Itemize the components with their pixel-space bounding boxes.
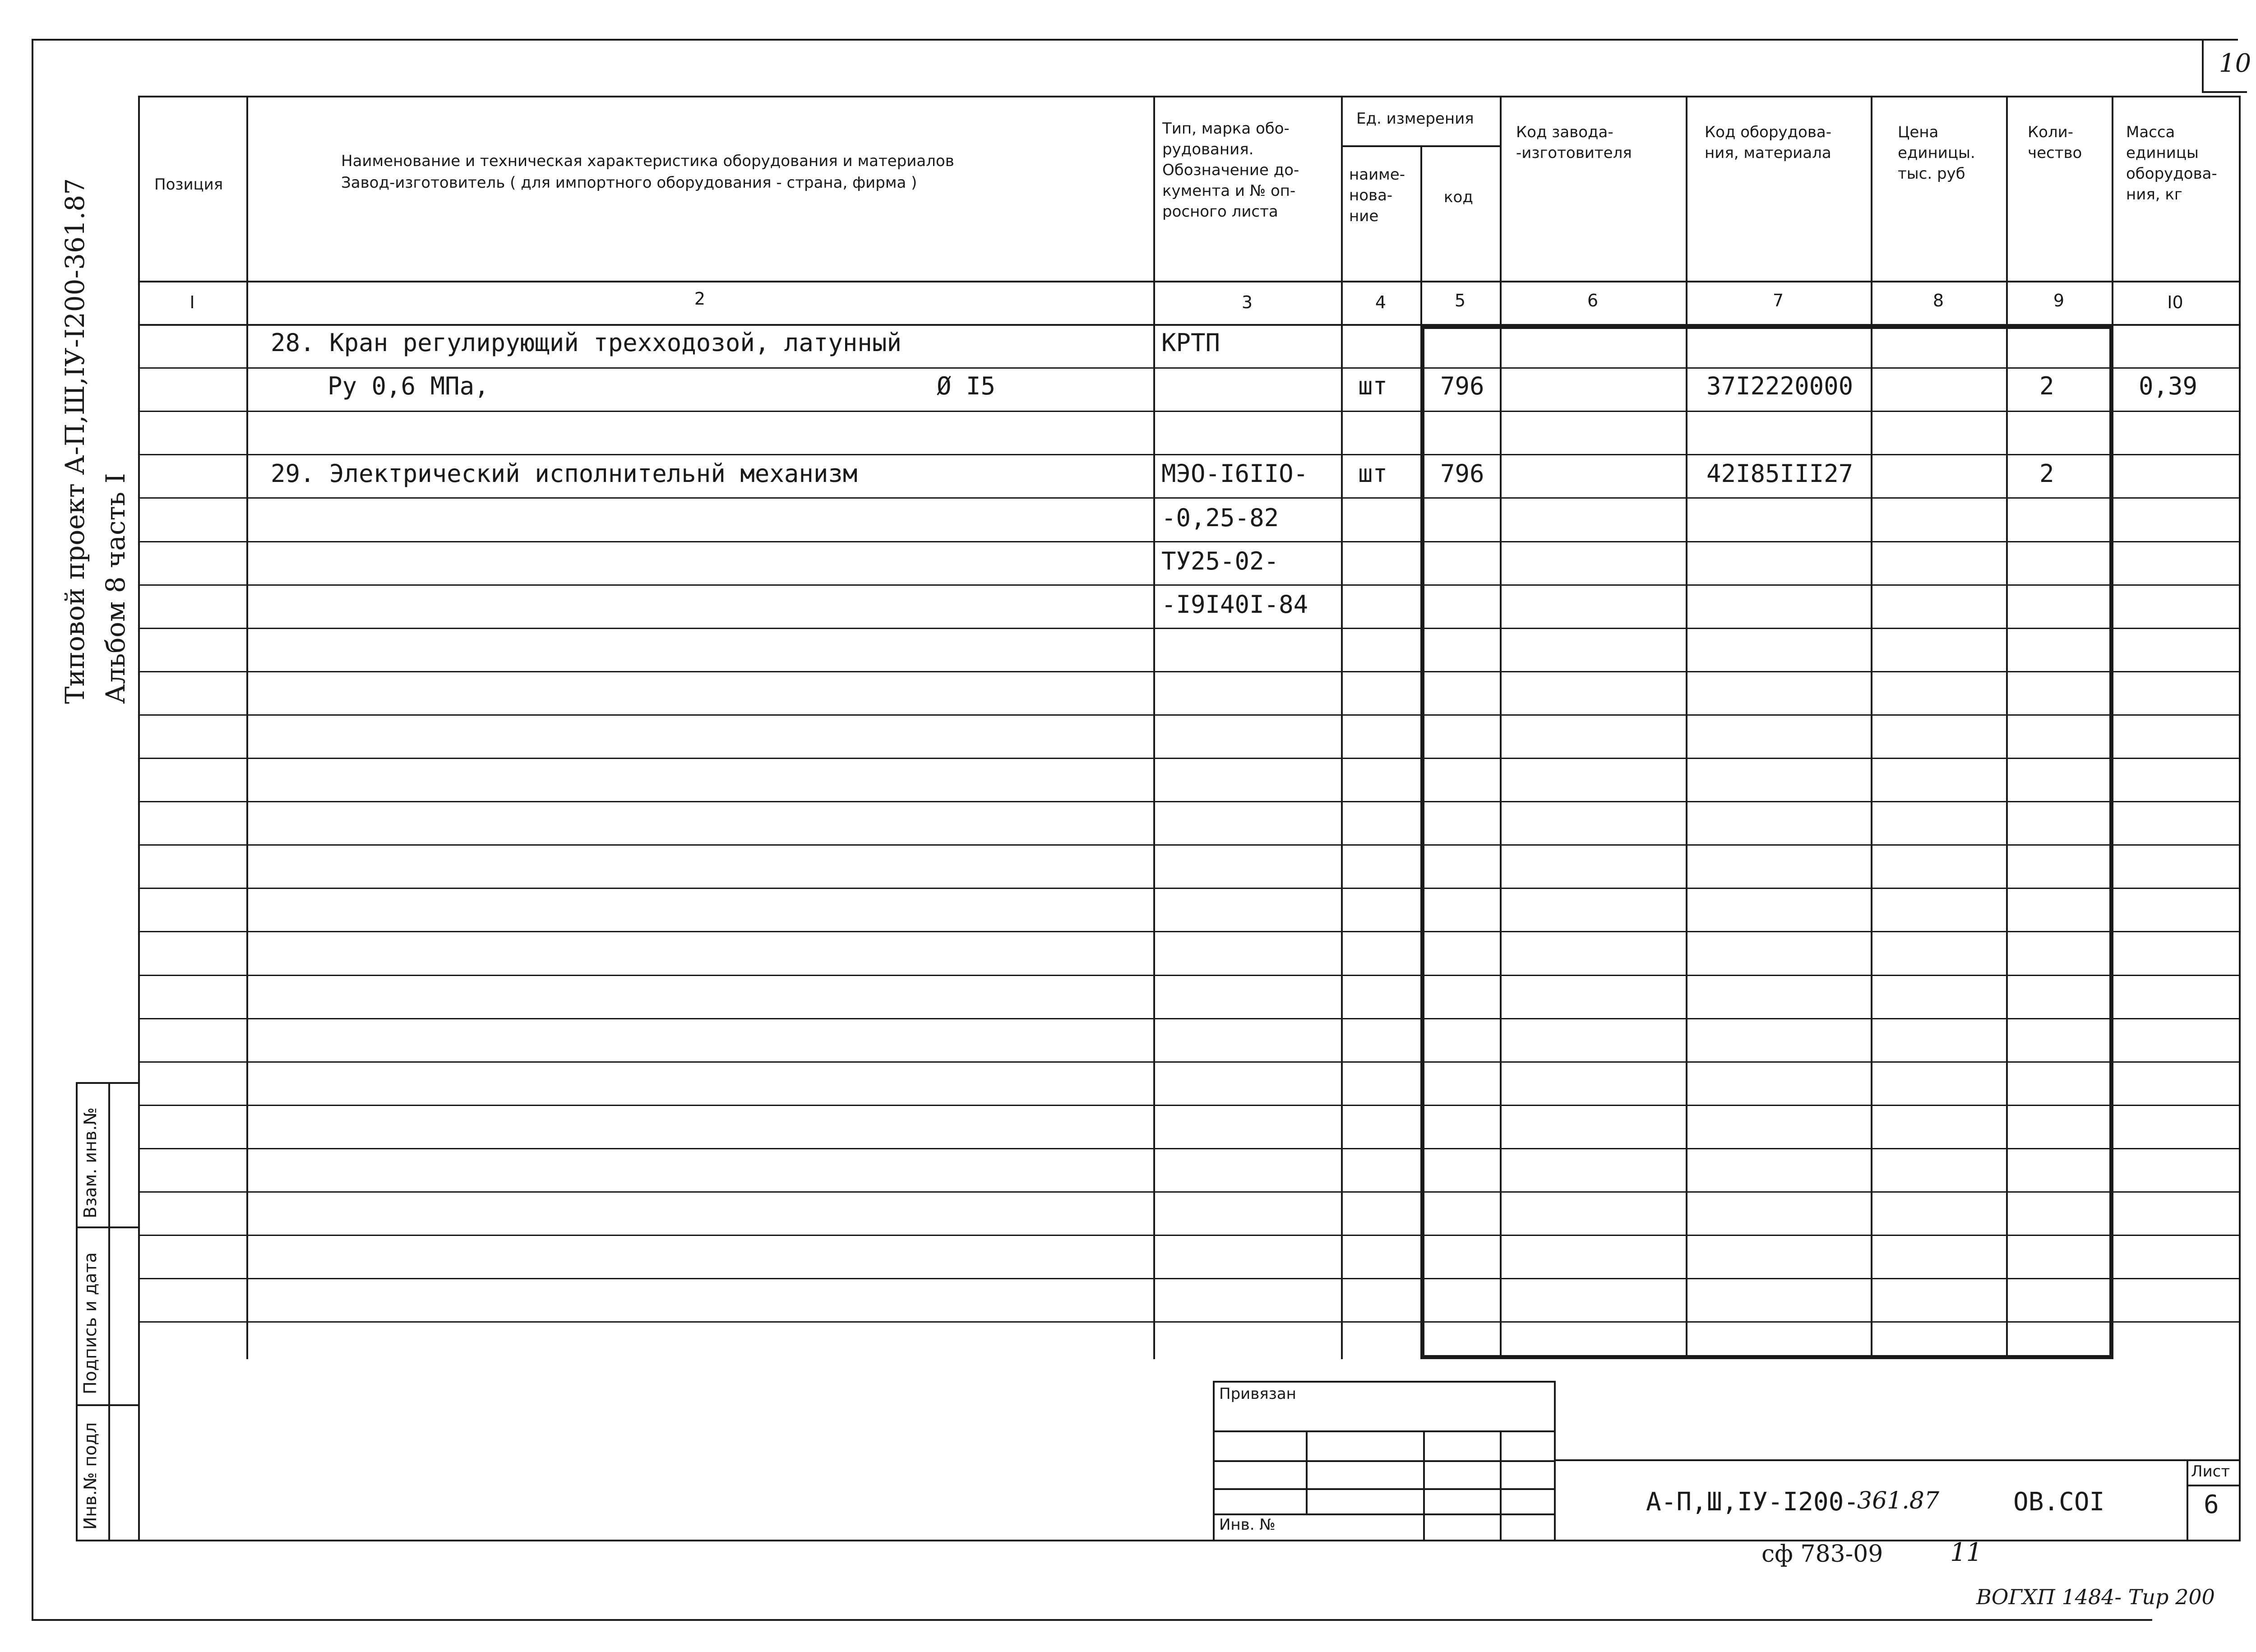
- row-29-code: 796: [1440, 459, 1484, 488]
- row-29-type: МЭО-I6IIO-: [1161, 459, 1308, 488]
- hdr-type: [1162, 118, 1299, 222]
- priv-c1: [1306, 1430, 1308, 1513]
- page-number-box-bottom: [2202, 91, 2247, 93]
- row-rule: [138, 888, 2241, 889]
- frame-left: [138, 96, 140, 1541]
- priv-c3: [1500, 1430, 1502, 1540]
- colnum-8: 8: [1932, 291, 1944, 310]
- stamp-cell-podpis: Подпись и дата: [80, 1252, 100, 1394]
- stamp-bottom: [76, 1540, 139, 1541]
- row-29d-type: -I9I40I-84: [1161, 590, 1308, 619]
- sheet-number: 6: [2204, 1490, 2219, 1519]
- row-rule: [138, 497, 2241, 499]
- row-rule: [138, 1018, 2241, 1019]
- row-28b-unit: шт: [1358, 372, 1388, 400]
- hdr-position: Позиция: [154, 176, 223, 194]
- priv-r2: [1213, 1460, 1556, 1462]
- frame-bottom: [138, 1540, 2241, 1541]
- side-title-line1: Типовой проект А-П,Ш,IУ-I200-361.87: [60, 178, 90, 704]
- row-rule: [138, 454, 2241, 455]
- hdr-qty-1: Коли-: [2028, 123, 2074, 141]
- hdr-mass-1: Масса: [2126, 123, 2175, 141]
- row-rule: [138, 367, 2241, 369]
- hdr-mass: [2126, 122, 2217, 205]
- hdr-unit-name-2: нова-: [1349, 186, 1393, 204]
- sheet-cell-left: [2187, 1459, 2188, 1540]
- format-note: сф 783-09: [1761, 1541, 1883, 1568]
- hdr-unit-code: код: [1444, 188, 1473, 206]
- colnum-6: 6: [1587, 291, 1599, 310]
- doc-suffix: ОВ.СОI: [2013, 1487, 2105, 1517]
- frame-right: [2239, 96, 2241, 1541]
- outer-border-left: [32, 39, 33, 1621]
- row-rule: [138, 1278, 2241, 1279]
- row-rule: [138, 1235, 2241, 1236]
- hdr-name-line1: Наименование и техническая характеристика оборудования и материалов: [341, 152, 954, 170]
- hdr-unit-name-3: ние: [1349, 207, 1379, 225]
- hdr-factory-code: [1516, 122, 1632, 163]
- row-rule: [138, 1191, 2241, 1193]
- priv-r1: [1213, 1430, 1556, 1432]
- row-29c-type: ТУ25-02-: [1161, 547, 1279, 575]
- row-29-equip: 42I85III27: [1706, 459, 1854, 488]
- row-28b-name: Ру 0,6 МПа,: [328, 372, 489, 400]
- hdr-unit-name: [1349, 164, 1405, 227]
- colnum-5: 5: [1454, 291, 1466, 310]
- doc-code: А-П,Ш,IУ-I200-: [1646, 1487, 1859, 1517]
- hdr-equipment-code: [1705, 122, 1831, 163]
- stamp-cell-inv: Инв.№ подл: [80, 1422, 100, 1530]
- sheet-cell-mid: [2187, 1485, 2240, 1486]
- hdr-unit-name-1: наиме-: [1349, 166, 1405, 184]
- priv-top: [1213, 1381, 1556, 1383]
- hdr-type-4: кумента и № оп-: [1162, 182, 1296, 200]
- row-29-qty: 2: [2039, 459, 2054, 488]
- colnum-9: 9: [2053, 291, 2065, 310]
- row-rule: [138, 411, 2241, 412]
- priv-r3: [1213, 1488, 1556, 1490]
- hdr-quantity: [2028, 122, 2082, 163]
- row-rule: [138, 628, 2241, 629]
- inv-no-label: Инв. №: [1219, 1516, 1276, 1534]
- hdr-price-1: Цена: [1898, 123, 1939, 141]
- row-28-type: КРТП: [1161, 329, 1220, 357]
- row-29b-type: -0,25-82: [1161, 504, 1279, 532]
- stamp-div1: [76, 1226, 139, 1228]
- row-rule: [138, 541, 2241, 542]
- colnum-1: I: [190, 292, 195, 312]
- row-28b-equip: 37I2220000: [1706, 372, 1854, 400]
- row-29-unit: шт: [1358, 459, 1388, 488]
- hdr-factory-1: Код завода-: [1516, 123, 1613, 141]
- row-rule: [138, 1321, 2241, 1323]
- hdr-price: [1898, 122, 1975, 184]
- page-number-box-left: [2202, 39, 2204, 93]
- outer-border-bottom: [32, 1619, 2152, 1621]
- row-rule: [138, 1105, 2241, 1106]
- stamp-left-edge: [76, 1082, 78, 1541]
- row-rule: [138, 844, 2241, 846]
- hdr-mass-2: единицы: [2126, 144, 2199, 162]
- frame-top: [138, 96, 2241, 97]
- hdr-qty-2: чество: [2028, 144, 2082, 162]
- side-title-line2: Альбом 8 часть I: [100, 473, 131, 704]
- hdr-mass-4: ния, кг: [2126, 185, 2182, 204]
- row-rule: [138, 714, 2241, 716]
- row-28b-qty: 2: [2039, 372, 2054, 400]
- header-bottom-rule: [138, 281, 2241, 282]
- colnum-2: 2: [694, 289, 706, 309]
- hdr-price-2: единицы.: [1898, 144, 1975, 162]
- row-28b-code: 796: [1440, 372, 1484, 400]
- hdr-type-1: Тип, марка обо-: [1162, 120, 1290, 138]
- stamp-top: [76, 1082, 139, 1084]
- row-rule: [138, 1148, 2241, 1149]
- col-line-3: [1341, 96, 1343, 1359]
- hdr-factory-2: -изготовителя: [1516, 144, 1632, 162]
- hdr-equip-2: ния, материала: [1705, 144, 1831, 162]
- hdr-equip-1: Код оборудова-: [1705, 123, 1831, 141]
- colnum-3: 3: [1241, 292, 1253, 312]
- row-28b-diameter: Ø I5: [937, 372, 996, 400]
- hdr-unit: Ед. измерения: [1356, 110, 1474, 128]
- hdr-type-5: росного листа: [1162, 203, 1278, 221]
- privyazan-label: Привязан: [1219, 1385, 1296, 1403]
- hdr-type-3: Обозначение до-: [1162, 161, 1299, 179]
- outer-border-top: [32, 39, 2238, 41]
- row-rule: [138, 671, 2241, 672]
- row-29-name: 29. Электрический исполнительнй механизм: [271, 459, 858, 488]
- titleblock-top: [1554, 1459, 2240, 1461]
- page-number: 10: [2219, 49, 2251, 78]
- hdr-mass-3: оборудова-: [2126, 165, 2217, 183]
- colnum-10: I0: [2167, 292, 2183, 312]
- row-rule: [138, 931, 2241, 932]
- hdr-type-2: рудования.: [1162, 140, 1254, 158]
- colnum-7: 7: [1772, 291, 1784, 310]
- priv-c2: [1423, 1430, 1425, 1540]
- hdr-name-line2: Завод-изготовитель ( для импортного оборудования - страна, фирма ): [341, 174, 917, 192]
- corner-note: ВОГХП 1484- Тир 200: [1976, 1585, 2215, 1609]
- col-line-2: [1153, 96, 1155, 1359]
- sheet-label: Лист: [2191, 1462, 2230, 1481]
- format-note-extra: 11: [1950, 1538, 1983, 1567]
- stamp-mid-edge: [108, 1082, 110, 1541]
- doc-code-hand: 361.87: [1857, 1487, 1939, 1514]
- col-line-1: [246, 96, 248, 1359]
- stamp-div2: [76, 1404, 139, 1406]
- row-rule: [138, 584, 2241, 586]
- row-rule: [138, 1061, 2241, 1063]
- row-28-name: 28. Кран регулирующий трехходозой, латунный: [271, 329, 901, 357]
- hdr-price-3: тыс. руб: [1898, 165, 1965, 183]
- row-rule: [138, 758, 2241, 759]
- stamp-cell-vzam: Взам. инв.№: [80, 1107, 100, 1218]
- colnum-4: 4: [1375, 292, 1387, 312]
- row-28b-mass: 0,39: [2139, 372, 2198, 400]
- row-rule: [138, 801, 2241, 802]
- row-rule: [138, 975, 2241, 976]
